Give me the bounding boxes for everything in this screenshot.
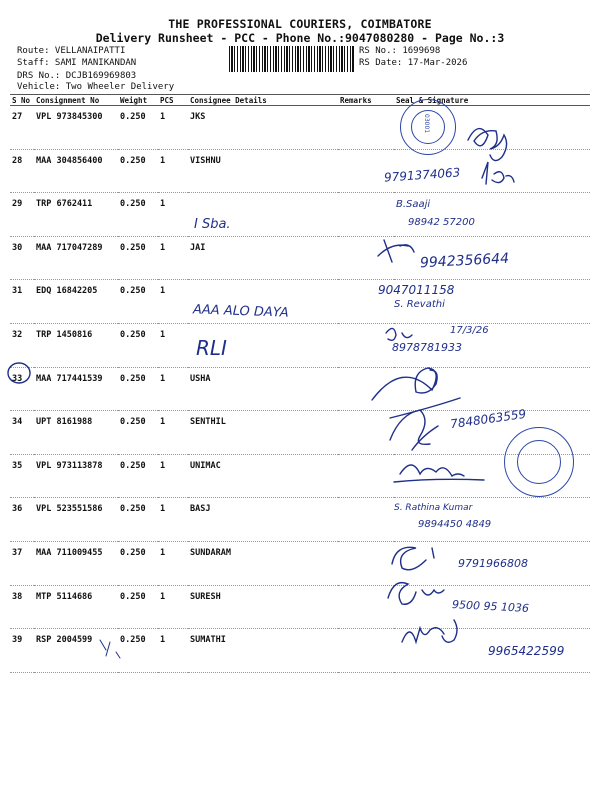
- cell-pcs: 1: [158, 367, 188, 411]
- cell-pcs: 1: [158, 454, 188, 498]
- cell-consignment-no: TRP 6762411: [34, 193, 118, 237]
- cell-remarks: [338, 236, 394, 280]
- cell-weight: 0.250: [118, 411, 158, 455]
- table-row: [10, 106, 590, 150]
- cell-sno: 34: [10, 411, 34, 455]
- col-consignee: Consignee Details: [188, 95, 338, 106]
- cell-pcs: 1: [158, 585, 188, 629]
- row-36-phone-handwritten: 9894450 4849: [418, 519, 492, 530]
- cell-consignee: SUNDARAM: [188, 541, 338, 585]
- col-consignment: Consignment No: [34, 95, 118, 106]
- cell-pcs: 1: [158, 498, 188, 542]
- cell-consignee: BASJ: [188, 498, 338, 542]
- row-37-phone-handwritten: 9791966808: [458, 557, 528, 570]
- cell-weight: 0.250: [118, 367, 158, 411]
- table-header-row: [10, 95, 590, 106]
- cell-consignment-no: MAA 304856400: [34, 149, 118, 193]
- table-row: [10, 149, 590, 193]
- cell-consignee: VISHNU: [188, 149, 338, 193]
- rs-number: RS No.: 1699698: [359, 46, 441, 56]
- cell-sno: 31: [10, 280, 34, 324]
- cell-remarks: [338, 323, 394, 367]
- cell-pcs: 1: [158, 193, 188, 237]
- cell-sno: 33: [10, 367, 34, 411]
- cell-consignment-no: TRP 1450816: [34, 323, 118, 367]
- cell-pcs: 1: [158, 411, 188, 455]
- cell-remarks: [338, 541, 394, 585]
- table-row: [10, 323, 590, 367]
- cell-weight: 0.250: [118, 280, 158, 324]
- cell-consignee: SURESH: [188, 585, 338, 629]
- cell-weight: 0.250: [118, 541, 158, 585]
- cell-consignment-no: EDQ 16842205: [34, 280, 118, 324]
- cell-pcs: 1: [158, 106, 188, 150]
- rs-date: RS Date: 17-Mar-2026: [359, 58, 468, 68]
- cell-sno: 28: [10, 149, 34, 193]
- cell-remarks: [338, 106, 394, 150]
- cell-pcs: 1: [158, 149, 188, 193]
- cell-consignment-no: VPL 973845300: [34, 106, 118, 150]
- cell-consignee: USHA: [188, 367, 338, 411]
- cell-consignee: SUMATHI: [188, 629, 338, 673]
- cell-consignment-no: UPT 8161988: [34, 411, 118, 455]
- cell-sno: 30: [10, 236, 34, 280]
- table-row: [10, 193, 590, 237]
- seal-stamp-top: [400, 99, 456, 155]
- table-row: [10, 367, 590, 411]
- cell-consignment-no: MAA 717047289: [34, 236, 118, 280]
- col-pcs: PCS: [158, 95, 188, 106]
- cell-sno: 35: [10, 454, 34, 498]
- route-label: Route: VELLANAIPATTI: [17, 46, 126, 56]
- cell-weight: 0.250: [118, 193, 158, 237]
- row-31-phone-handwritten: 9047011158: [378, 283, 455, 297]
- cell-consignee: SENTHIL: [188, 411, 338, 455]
- cell-consignment-no: MTP 5114686: [34, 585, 118, 629]
- cell-pcs: 1: [158, 629, 188, 673]
- cell-consignee: JKS: [188, 106, 338, 150]
- cell-remarks: [338, 629, 394, 673]
- row-38-phone-handwritten: 9500 95 1036: [451, 597, 530, 616]
- cell-sno: 27: [10, 106, 34, 150]
- cell-consignment-no: VPL 523551586: [34, 498, 118, 542]
- seal-stamp-number: 03001: [423, 114, 430, 134]
- cell-consignment-no: VPL 973113878: [34, 454, 118, 498]
- cell-consignment-no: MAA 711009455: [34, 541, 118, 585]
- row-32-date-handwritten: 17/3/26: [450, 325, 489, 336]
- row-31-name-handwritten: AAA ALO DAYA: [192, 302, 289, 321]
- table-row: [10, 498, 590, 542]
- cell-weight: 0.250: [118, 454, 158, 498]
- col-sno: S No: [10, 95, 34, 106]
- cell-sno: 29: [10, 193, 34, 237]
- runsheet-subtitle: Delivery Runsheet - PCC - Phone No.:9047080280 - Page No.:3: [95, 31, 505, 45]
- cell-sno: 36: [10, 498, 34, 542]
- cell-pcs: 1: [158, 541, 188, 585]
- delivery-table: [10, 94, 590, 673]
- row-29-phone-handwritten: 98942 57200: [408, 217, 475, 228]
- cell-remarks: [338, 585, 394, 629]
- cell-consignment-no: RSP 2004599: [34, 629, 118, 673]
- cell-sno: 32: [10, 323, 34, 367]
- cell-consignee: JAI: [188, 236, 338, 280]
- table-row: [10, 280, 590, 324]
- barcode: [229, 46, 354, 72]
- vehicle-label: Vehicle: Two Wheeler Delivery: [17, 82, 175, 92]
- cell-signature: [394, 367, 590, 411]
- row-28-phone-handwritten: 9791374063: [383, 165, 461, 185]
- cell-consignee: UNIMAC: [188, 454, 338, 498]
- row-32-phone-handwritten: 8978781933: [392, 341, 462, 354]
- cell-remarks: [338, 498, 394, 542]
- cell-sno: 38: [10, 585, 34, 629]
- drs-label: DRS No.: DCJB169969803: [17, 71, 137, 81]
- cell-pcs: 1: [158, 236, 188, 280]
- cell-weight: 0.250: [118, 106, 158, 150]
- cell-remarks: [338, 454, 394, 498]
- cell-weight: 0.250: [118, 323, 158, 367]
- staff-label: Staff: SAMI MANIKANDAN: [17, 58, 137, 68]
- col-weight: Weight: [118, 95, 158, 106]
- company-title: THE PROFESSIONAL COURIERS, COIMBATORE: [168, 17, 432, 31]
- row-31-signature-handwritten: S. Revathi: [394, 299, 445, 310]
- row-39-phone-handwritten: 9965422599: [488, 644, 565, 658]
- cell-pcs: 1: [158, 280, 188, 324]
- cell-weight: 0.250: [118, 498, 158, 542]
- row-34-phone-handwritten: 7848063559: [449, 406, 527, 432]
- row-32-name-handwritten: RLI: [196, 336, 227, 360]
- table-row: [10, 454, 590, 498]
- cell-consignment-no: MAA 717441539: [34, 367, 118, 411]
- cell-remarks: [338, 367, 394, 411]
- cell-sno: 37: [10, 541, 34, 585]
- seal-stamp-bottom: [504, 427, 574, 497]
- cell-sno: 39: [10, 629, 34, 673]
- cell-weight: 0.250: [118, 236, 158, 280]
- row-29-signature-handwritten: B.Saaji: [396, 199, 431, 210]
- row-30-phone-handwritten: 9942356644: [419, 250, 510, 272]
- cell-pcs: 1: [158, 323, 188, 367]
- cell-remarks: [338, 193, 394, 237]
- row-36-signature-handwritten: S. Rathina Kumar: [394, 503, 473, 513]
- cell-weight: 0.250: [118, 629, 158, 673]
- col-signature: Seal & Signature: [394, 95, 590, 106]
- cell-weight: 0.250: [118, 585, 158, 629]
- row-29-name-handwritten: I Sba.: [194, 217, 231, 232]
- cell-remarks: [338, 411, 394, 455]
- cell-weight: 0.250: [118, 149, 158, 193]
- col-remarks: Remarks: [338, 95, 394, 106]
